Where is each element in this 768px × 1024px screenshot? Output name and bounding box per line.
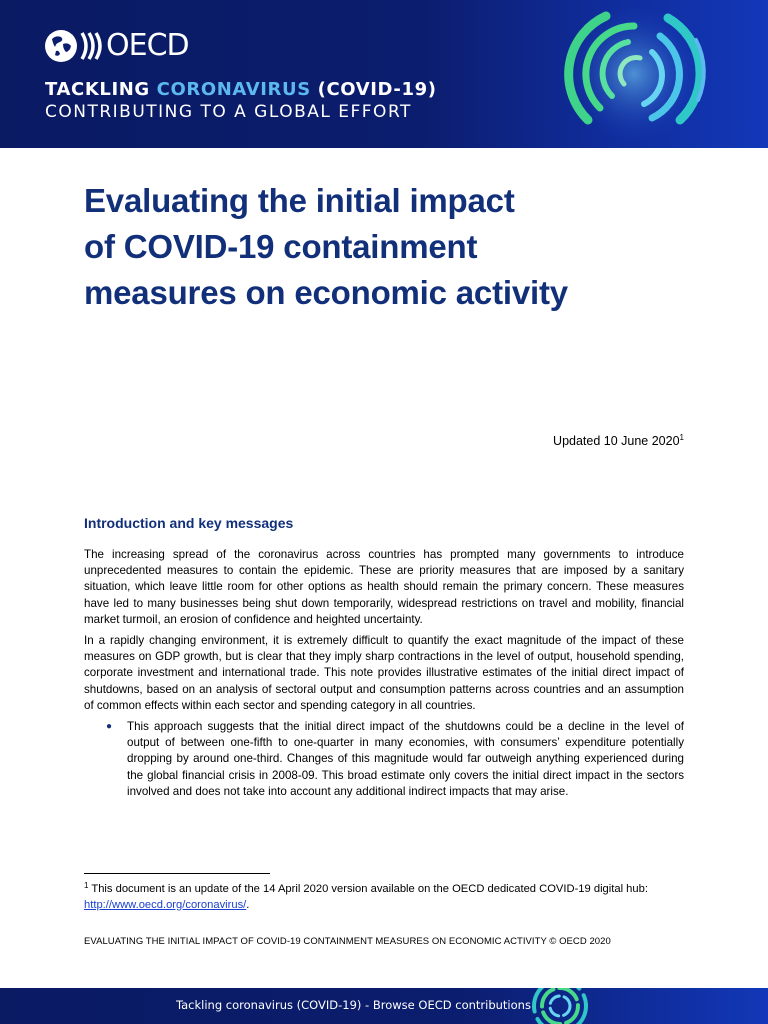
paragraph: The increasing spread of the coronavirus across countries has prompted many governments to introduce unprecedented measures to contain the epidemic. These are priority measures that are imposed by a sanitary situation, which leave little room for other options as health should remain the primary concern. These measures have led to many businesses being shut down temporarily, widespread restrictions on travel and mobility, financial market turmoil, an erosion of confidence and heighted uncertainty. [84,548,684,626]
footnote-number: 1 [84,881,89,890]
paragraph: In a rapidly changing environment, it is extremely difficult to quantify the exact magnitude of the impact of these measures on GDP growth, but is clear that they imply sharp contractions in the level of output, household spending, corporate investment and international trade. This note provides illustrative estimates of the initial direct impact of shutdowns, based on an analysis of sectoral output and consumption patterns across countries and an assumption of common effects within each sector and spending category in all countries. [84,634,684,712]
footnote-divider [84,873,270,874]
footnote-link[interactable]: http://www.oecd.org/coronavirus/ [84,898,247,911]
footnote-trailing: . [246,898,250,911]
updated-date-text: Updated 10 June 2020 [553,434,680,448]
key-messages-list [84,719,684,800]
section-heading: Introduction and key messages [84,515,294,531]
document-title [84,178,684,316]
oecd-logo[interactable] [44,26,189,66]
tagline [45,79,437,100]
tagline-prefix: TACKLING [45,79,157,100]
document-title-line: Evaluating the initial impact [84,182,515,219]
updated-date [553,433,684,448]
list-item [84,719,684,800]
footnote [84,878,684,913]
covid-circle-emblem-icon [548,0,720,148]
subtagline: CONTRIBUTING TO A GLOBAL EFFORT [45,102,412,122]
section-body [84,547,684,800]
banner-link-text[interactable]: Tackling coronavirus (COVID-19) - Browse OECD contributions [176,998,531,1012]
globe-icon [44,29,78,63]
document-title-line: of COVID-19 containment [84,228,478,265]
oecd-logo-text: OECD [106,28,189,63]
running-footer: EVALUATING THE INITIAL IMPACT OF COVID-19 CONTAINMENT MEASURES ON ECONOMIC ACTIVITY © OECD 2020 [84,936,611,947]
oecd-arcs-icon [80,29,102,63]
covid-circle-emblem-icon [520,988,600,1024]
footnote-text: This document is an update of the 14 April 2020 version available on the OECD dedicated COVID-19 digital hub: [88,883,648,895]
header-banner [0,0,768,148]
tagline-accent: CORONAVIRUS [156,79,311,100]
footnote-ref[interactable]: 1 [679,433,684,442]
bottom-banner[interactable] [0,988,768,1024]
list-item-text: This approach suggests that the initial direct impact of the shutdowns could be a decline in the level of output of between one-fifth to one-quarter in many economies, with consumers’ expenditure potentially dropping by around one-third. Changes of this magnitude would far outweigh anything experienced during the global financial crisis in 2008-09. This broad estimate only covers the initial direct impact in the sectors involved and does not take into account any additional indirect impacts that may arise. [127,720,684,798]
document-title-line: measures on economic activity [84,274,568,311]
tagline-suffix: (COVID-19) [310,79,437,100]
bullet-dot-icon: ● [106,721,113,733]
